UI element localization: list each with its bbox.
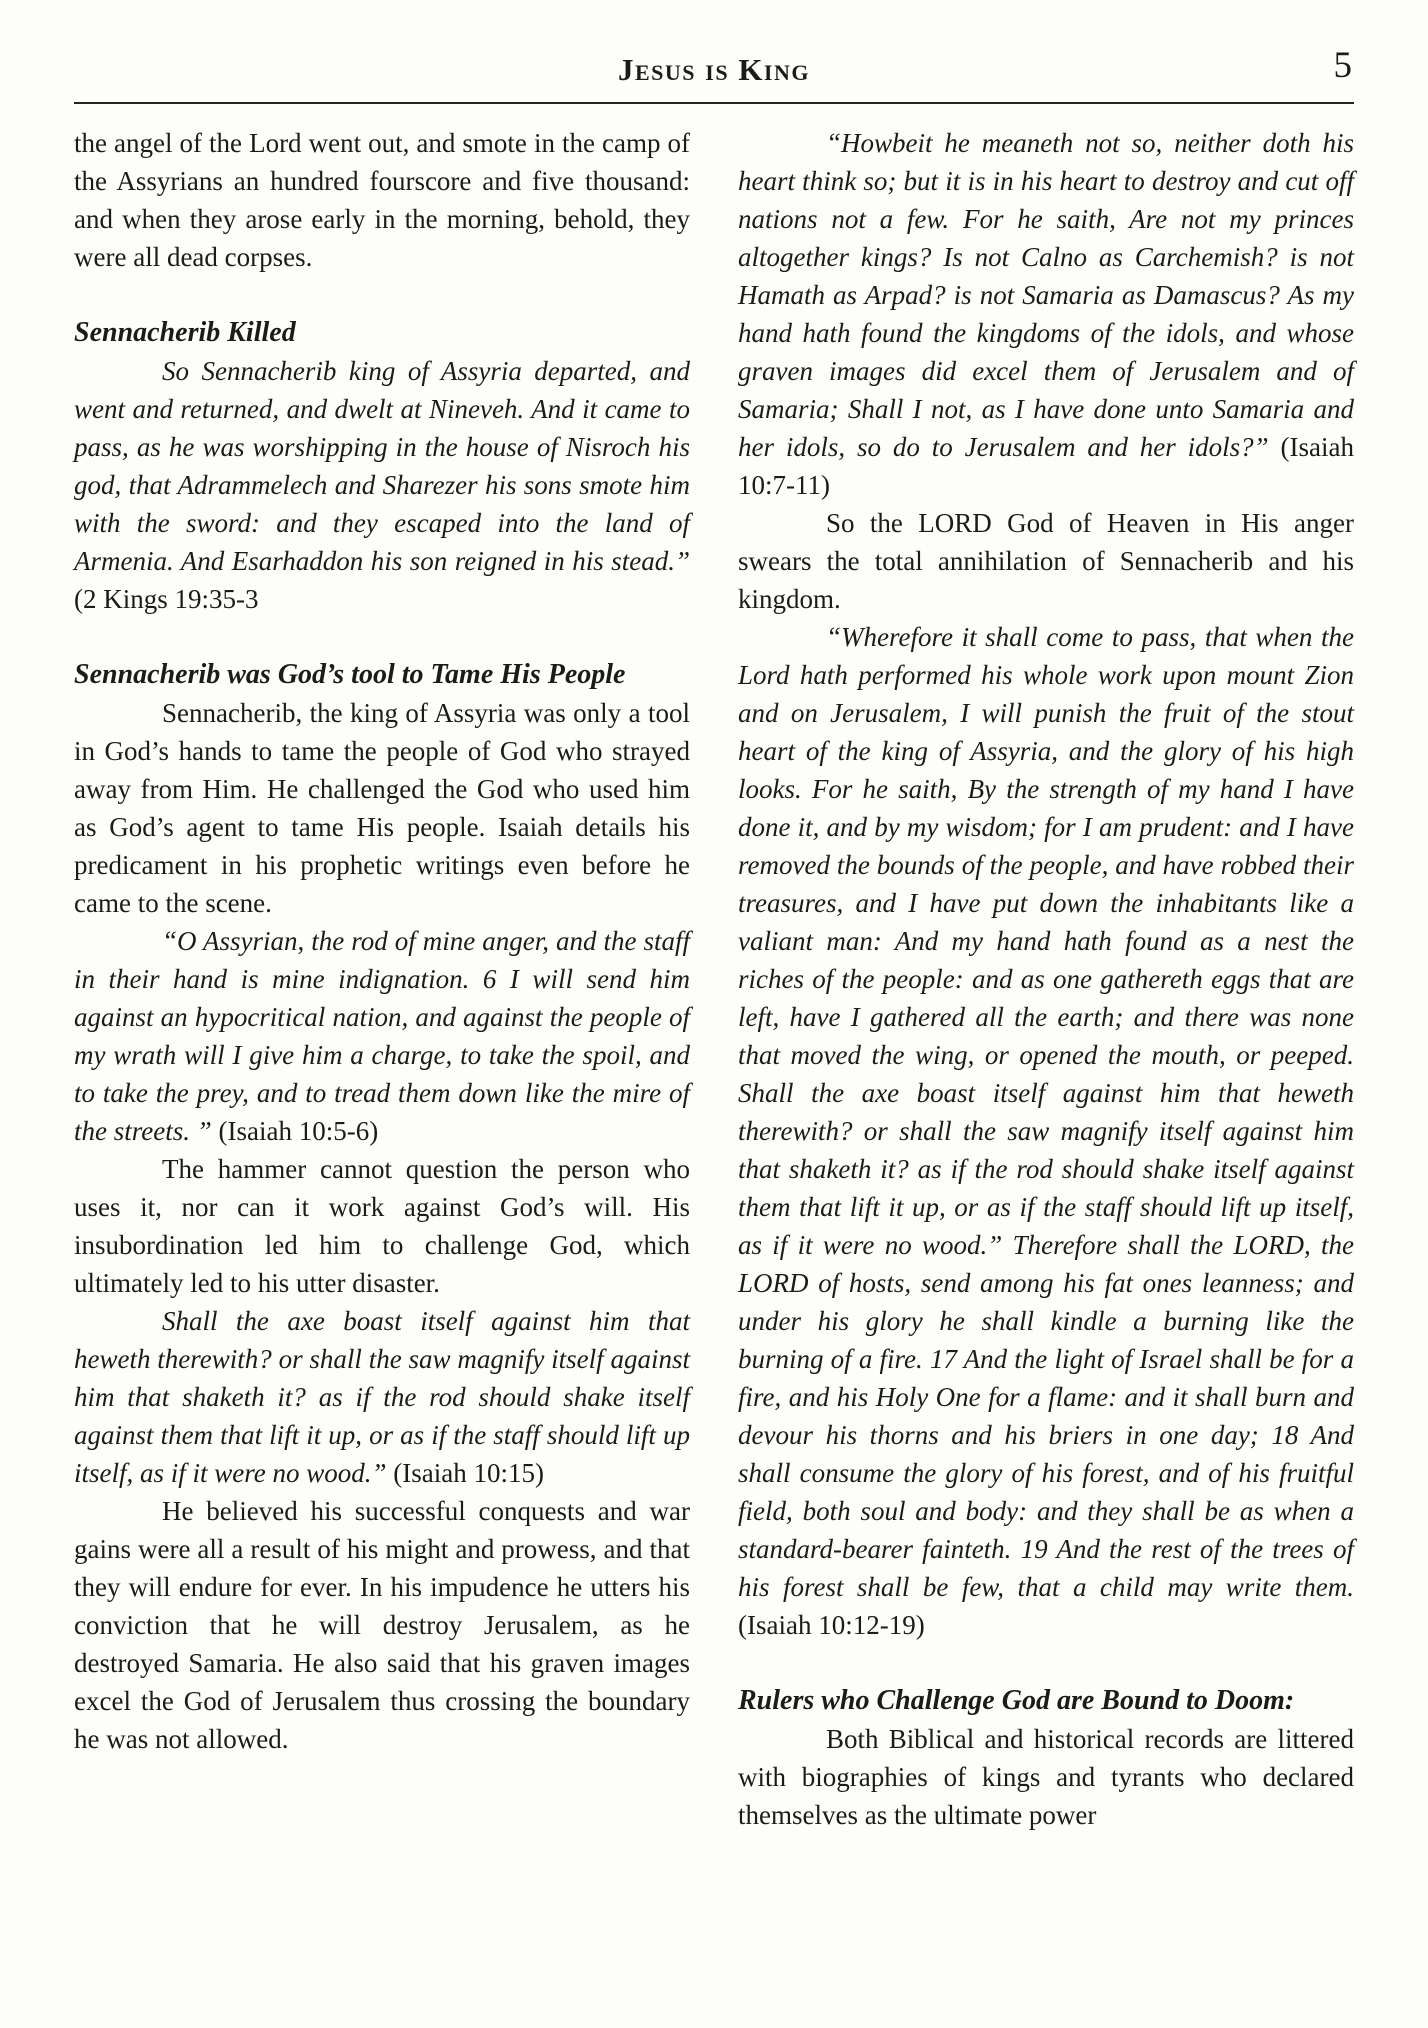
paragraph: [738, 504, 1354, 618]
paragraph: [74, 922, 690, 1150]
scripture-reference: (Isaiah 10:15): [386, 1458, 544, 1488]
paragraph: [74, 1150, 690, 1302]
paragraph: [74, 124, 690, 276]
paragraph-text: So Sennacherib king of Assyria departed, and went and returned, and dwelt at Nineveh. And it came to pass, as he was worshipping in the house of Nisroch his god, that Adrammelech and Sharezer his sons smote him with the sword: and they escaped into the land of Armenia. And Esarhaddon his son reigned in his stead.”: [74, 356, 690, 576]
paragraph: [74, 694, 690, 922]
header-rule: [74, 102, 1354, 104]
paragraph-text: Sennacherib, the king of Assyria was only a tool in God’s hands to tame the people of God who strayed away from Him. He challenged the God who used him as God’s agent to tame His people. Isaiah details his predicament in his prophetic writings even before he came to the scene.: [74, 698, 690, 918]
paragraph: [738, 124, 1354, 504]
paragraph-text: Shall the axe boast itself against him that heweth therewith? or shall the saw magnify itself against him that shaketh it? as if the rod should shake itself against them that lift it up, or as if the staff should lift up itself, as if it were no wood.”: [74, 1306, 690, 1488]
two-column-layout: [74, 124, 1354, 1834]
paragraph-text: Both Biblical and historical records are littered with biographies of kings and tyrants who declared themselves as the ultimate power: [738, 1724, 1354, 1830]
paragraph-text: The hammer cannot question the person who uses it, nor can it work against God’s will. His insubordination led him to challenge God, which ultimately led to his utter disaster.: [74, 1154, 690, 1298]
paragraph: [74, 352, 690, 618]
section-heading: Sennacherib Killed: [74, 317, 296, 348]
right-column: [738, 124, 1354, 1834]
paragraph: [738, 1720, 1354, 1834]
left-column: [74, 124, 690, 1834]
scripture-reference: (Isaiah 10:7-11): [738, 432, 1354, 500]
scripture-reference: (Isaiah 10:5-6): [211, 1116, 379, 1146]
paragraph-text: “Wherefore it shall come to pass, that when the Lord hath performed his whole work upon mount Zion and on Jerusalem, I will punish the fruit of the stout heart of the king of Assyria, and the glory of his high looks. For he saith, By the strength of my hand I have done it, and by my wisdom; for I am prudent: and I have removed the bounds of the people, and have robbed their treasures, and I have put down the inhabitants like a valiant man: And my hand hath found as a nest the riches of the people: and as one gathereth eggs that are left, have I gathered all the earth; and there was none that moved the wing, or opened the mouth, or peeped. Shall the axe boast itself against him that heweth therewith? or shall the saw magnify itself against him that shaketh it? as if the rod should shake itself against them that lift it up, or as if the staff should lift up itself, as if it were no wood.” Therefore shall the LORD, the LORD of hosts, send among his fat ones leanness; and under his glory he shall kindle a burning like the burning of a fire. 17 And the light of Israel shall be for a fire, and his Holy One for a flame: and it shall burn and devour his thorns and his briers in one day; 18 And shall consume the glory of his forest, and of his fruitful field, both soul and body: and they shall be as when a standard-bearer fainteth. 19 And the rest of the trees of his forest shall be few, that a child may write them.: [738, 622, 1354, 1602]
paragraph-text: He believed his successful conquests and war gains were all a result of his might and prowess, and that they will endure for ever. In his impudence he utters his conviction that he will destroy Jerusalem, as he destroyed Samaria. He also said that his graven images excel the God of Jerusalem thus crossing the boundary he was not allowed.: [74, 1496, 690, 1754]
paragraph-text: “O Assyrian, the rod of mine anger, and the staff in their hand is mine indignation. 6 I will send him against an hypocritical nation, and against the people of my wrath will I give him a charge, to take the spoil, and to take the prey, and to tread them down like the mire of the streets. ”: [74, 926, 690, 1146]
page-header: [74, 45, 1354, 96]
scripture-reference: (2 Kings 19:35-3: [74, 584, 259, 614]
section-heading: Rulers who Challenge God are Bound to Doom:: [738, 1685, 1295, 1716]
section-heading: Sennacherib was God’s tool to Tame His People: [74, 659, 626, 690]
scripture-reference: (Isaiah 10:12-19): [738, 1610, 925, 1640]
page-title: Jesus is King: [617, 52, 810, 87]
paragraph-text: “Howbeit he meaneth not so, neither doth his heart think so; but it is in his heart to destroy and cut off nations not a few. For he saith, Are not my princes altogether kings? Is not Calno as Carchemish? is not Hamath as Arpad? is not Samaria as Damascus? As my hand hath found the kingdoms of the idols, and whose graven images did excel them of Jerusalem and of Samaria; Shall I not, as I have done unto Samaria and her idols, so do to Jerusalem and her idols?”: [738, 128, 1354, 462]
paragraph: [74, 1492, 690, 1758]
paragraph: [74, 1302, 690, 1492]
paragraph: [738, 618, 1354, 1644]
paragraph-text: So the LORD God of Heaven in His anger swears the total annihilation of Sennacherib and his kingdom.: [738, 508, 1354, 614]
paragraph-text: the angel of the Lord went out, and smote in the camp of the Assyrians an hundred fourscore and five thousand: and when they arose early in the morning, behold, they were all dead corpses.: [74, 128, 690, 272]
page-number: 5: [1333, 45, 1352, 86]
